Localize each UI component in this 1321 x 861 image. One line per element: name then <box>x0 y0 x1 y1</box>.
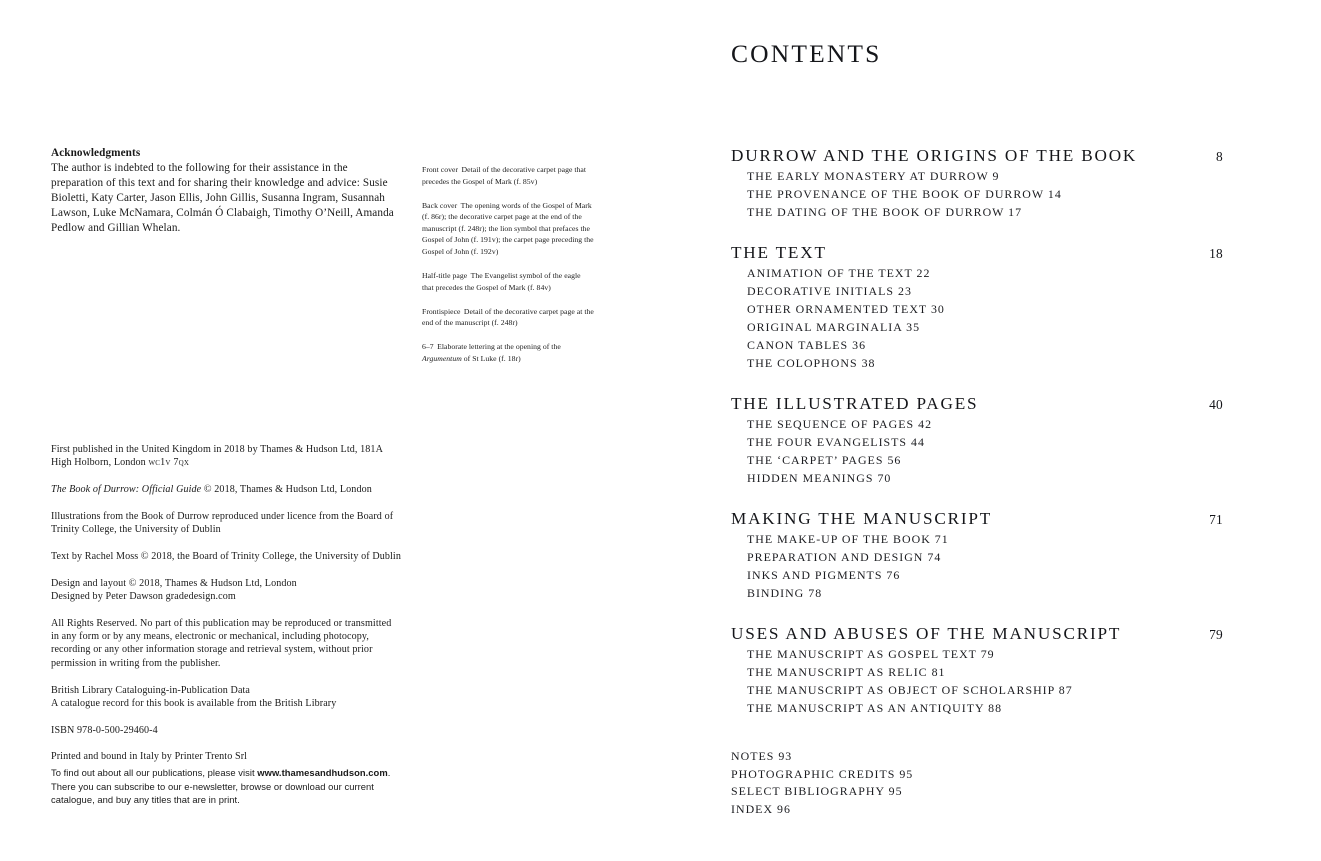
toc-backmatter-group <box>731 748 1223 820</box>
toc-section-heading[interactable] <box>731 144 1223 168</box>
toc-subitem[interactable]: THE COLOPHONS 38 <box>747 355 876 370</box>
acknowledgments-body: The author is indebted to the following for their assistance in the preparation of this text and for sharing their knowledge and advice: Susie Bioletti, Katy Carter, Jason Ellis, John Gillis, Susanna Ingram, Susannah Lawson, Luke McNamara, Colmán Ó Clabaigh, Timothy O’Neill, Amanda Pedlow and Gillian Whelan. <box>51 161 394 234</box>
caption-label: Back cover <box>422 200 458 210</box>
isbn-line: ISBN 978-0-500-29460-4 <box>51 724 158 736</box>
toc-group-making-manuscript <box>731 507 1223 603</box>
toc-backmatter-item[interactable]: PHOTOGRAPHIC CREDITS 95 <box>731 766 914 781</box>
toc-subitem[interactable]: BINDING 78 <box>747 585 823 600</box>
printed-bound-line: Printed and bound in Italy by Printer Trento Srl <box>51 751 248 763</box>
caption-text: Detail of the decorative carpet page that precedes the Gospel of Mark (f. 85v) <box>422 165 587 186</box>
publication-details-column <box>51 443 401 777</box>
cip-data-paragraph <box>51 684 401 711</box>
caption-text-italic: Argumentum <box>422 353 462 363</box>
toc-section-title: THE ILLUSTRATED PAGES <box>731 393 979 413</box>
toc-section-title: DURROW AND THE ORIGINS OF THE BOOK <box>731 145 1138 165</box>
promo-line1-suffix: . <box>387 767 391 778</box>
caption-text: The opening words of the Gospel of Mark (f. 86r); the decorative carpet page at the end of the manuscript (f. 248r); the lion symbol that prefaces the Gospel of John (f. 191v); the carpet page preceding the Gospel of John (f. 192v) <box>422 200 594 256</box>
toc-subitem[interactable]: INKS AND PIGMENTS 76 <box>747 567 901 582</box>
acknowledgments-heading: Acknowledgments <box>51 147 141 159</box>
toc-group-illustrated-pages <box>731 392 1223 488</box>
toc-body <box>731 144 1223 820</box>
toc-section-title: MAKING THE MANUSCRIPT <box>731 508 993 528</box>
postcode: wc1v 7qx <box>148 457 190 469</box>
book-title-copyright-rest: © 2018, Thames & Hudson Ltd, London <box>201 484 372 496</box>
design-credit-paragraph <box>51 577 401 604</box>
toc-subitem[interactable]: THE SEQUENCE OF PAGES 42 <box>747 416 933 431</box>
picture-captions-column <box>422 164 594 377</box>
imprint-column <box>51 146 399 235</box>
acknowledgments-block <box>51 146 399 235</box>
first-published-text: First published in the United Kingdom in 2018 by Thames & Hudson Ltd, 181A High Holborn, London <box>51 444 383 469</box>
toc-section-page: 8 <box>1216 148 1223 164</box>
illustrations-credit: Illustrations from the Book of Durrow reproduced under licence from the Board of Trinity College, the University of Dublin <box>51 510 394 536</box>
promotional-block <box>51 766 403 807</box>
promo-line1-prefix: To find out about all our publications, please visit <box>51 767 258 778</box>
toc-backmatter-item[interactable]: NOTES 93 <box>731 748 793 763</box>
cip-heading: British Library Cataloguing-in-Publication Data <box>51 684 251 696</box>
toc-group-durrow-origins <box>731 144 1223 222</box>
toc-subitem[interactable]: PREPARATION AND DESIGN 74 <box>747 549 942 564</box>
toc-subitem[interactable]: THE MANUSCRIPT AS RELIC 81 <box>747 664 946 679</box>
toc-section-page: 40 <box>1209 396 1223 412</box>
caption-text-suffix: of St Luke (f. 18r) <box>461 353 521 363</box>
caption-text: The Evangelist symbol of the eagle that precedes the Gospel of Mark (f. 84v) <box>422 270 581 292</box>
caption-half-title-page <box>422 270 594 293</box>
caption-label: 6–7 <box>422 342 434 352</box>
caption-label: Front cover <box>422 165 459 174</box>
caption-back-cover <box>422 200 594 258</box>
toc-section-heading[interactable] <box>731 622 1223 646</box>
toc-subitem[interactable]: CANON TABLES 36 <box>747 337 867 352</box>
toc-subitem[interactable]: THE MAKE-UP OF THE BOOK 71 <box>747 531 949 546</box>
toc-subitem[interactable]: ORIGINAL MARGINALIA 35 <box>747 319 921 334</box>
toc-subitem[interactable]: THE MANUSCRIPT AS GOSPEL TEXT 79 <box>747 647 995 662</box>
toc-section-heading[interactable] <box>731 392 1223 416</box>
text-credit: Text by Rachel Moss © 2018, the Board of Trinity College, the University of Dublin <box>51 550 401 562</box>
page-title: CONTENTS <box>731 39 882 68</box>
all-rights-reserved: All Rights Reserved. No part of this publication may be reproduced or transmitted in any form or by any means, electronic or mechanical, including photocopy, recording or any other information storage and retrieval system, without prior permission in writing from the publisher. <box>51 617 392 669</box>
toc-backmatter-item[interactable]: INDEX 96 <box>731 802 791 817</box>
caption-frontispiece <box>422 306 594 329</box>
toc-section-heading[interactable] <box>731 507 1223 531</box>
toc-section-heading[interactable] <box>731 241 1223 265</box>
caption-text: Detail of the decorative carpet page at the end of the manuscript (f. 248r) <box>422 306 594 328</box>
promo-line2: There you can subscribe to our e-newsletter, browse or download our current catalogue, and buy any titles that are in print. <box>51 780 374 806</box>
toc-section-page: 79 <box>1209 626 1223 642</box>
toc-group-the-text <box>731 241 1223 373</box>
toc-subitem[interactable]: THE DATING OF THE BOOK OF DURROW 17 <box>747 204 1023 219</box>
first-published-paragraph <box>51 443 401 470</box>
publisher-website-link[interactable]: www.thamesandhudson.com <box>257 767 388 778</box>
toc-subitem[interactable]: THE EARLY MONASTERY AT DURROW 9 <box>747 168 1000 183</box>
toc-subitem[interactable]: THE MANUSCRIPT AS OBJECT OF SCHOLARSHIP 87 <box>747 682 1073 697</box>
toc-subitem[interactable]: THE FOUR EVANGELISTS 44 <box>747 434 925 449</box>
toc-section-page: 18 <box>1209 245 1223 261</box>
cip-record: A catalogue record for this book is available from the British Library <box>51 697 337 709</box>
toc-subitem[interactable]: DECORATIVE INITIALS 23 <box>747 283 912 298</box>
design-layout-line: Design and layout © 2018, Thames & Hudson Ltd, London <box>51 577 297 589</box>
toc-subitem[interactable]: THE MANUSCRIPT AS AN ANTIQUITY 88 <box>747 700 1003 715</box>
toc-subitem[interactable]: ANIMATION OF THE TEXT 22 <box>747 266 931 281</box>
caption-front-cover <box>422 164 594 187</box>
designed-by-line: Designed by Peter Dawson gradedesign.com <box>51 591 236 603</box>
toc-subitem[interactable]: THE ‘CARPET’ PAGES 56 <box>747 452 902 467</box>
toc-section-title: USES AND ABUSES OF THE MANUSCRIPT <box>731 623 1122 643</box>
toc-subitem[interactable]: HIDDEN MEANINGS 70 <box>747 470 892 485</box>
toc-backmatter-item[interactable]: SELECT BIBLIOGRAPHY 95 <box>731 784 903 799</box>
toc-section-title: THE TEXT <box>731 242 827 262</box>
caption-label: Half-title page <box>422 270 468 280</box>
caption-pages-6-7 <box>422 341 594 364</box>
caption-label: Frontispiece <box>422 306 461 316</box>
toc-group-uses-abuses <box>731 622 1223 718</box>
book-title-copyright-paragraph <box>51 483 401 496</box>
toc-section-page: 71 <box>1209 511 1223 527</box>
toc-subitem[interactable]: OTHER ORNAMENTED TEXT 30 <box>747 301 945 316</box>
caption-text-prefix: Elaborate lettering at the opening of the <box>437 342 561 352</box>
book-title-italic: The Book of Durrow: Official Guide <box>51 484 202 496</box>
toc-subitem[interactable]: THE PROVENANCE OF THE BOOK OF DURROW 14 <box>747 186 1062 201</box>
table-of-contents-column <box>731 41 1223 819</box>
